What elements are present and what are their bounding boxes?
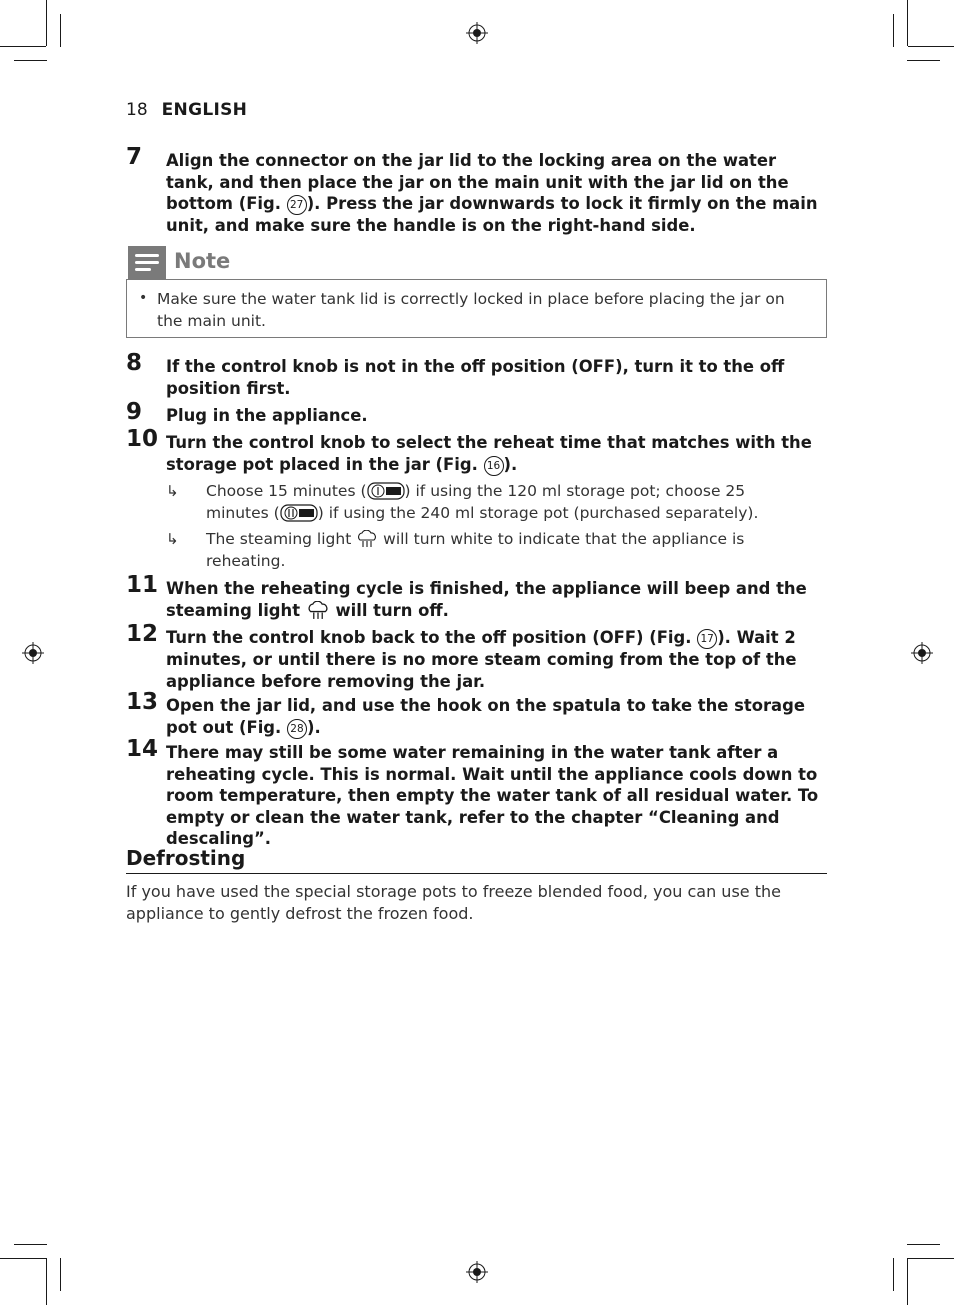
page-header — [126, 100, 247, 120]
result-text: The steaming light will turn white to indicate that the appliance is reheating. — [206, 530, 745, 570]
step-text: Open the jar lid, and use the hook on the spatula to take the storage pot out (Fig. 28 ). — [166, 696, 805, 737]
crop-mark — [14, 60, 47, 61]
section-divider — [126, 873, 827, 874]
note-lines-icon — [128, 246, 166, 279]
steam-cloud-icon — [306, 601, 330, 620]
crop-mark — [46, 1258, 47, 1305]
step-number: 14 — [126, 736, 159, 762]
result-arrow-icon: ↳ — [166, 530, 179, 548]
step-number: 12 — [126, 621, 159, 647]
crop-mark — [893, 14, 894, 47]
crop-mark — [907, 0, 908, 46]
crop-mark — [908, 46, 954, 47]
step-text: Plug in the appliance. — [166, 406, 368, 425]
step-text: Align the connector on the jar lid to the locking area on the water tank, and then place the jar on the main unit with the jar lid on the bottom (Fig. 27 ). Press the jar downwards to lock it firmly on the main unit, and make sure the handle is on the right-hand side. — [166, 151, 818, 235]
step-number: 9 — [126, 399, 143, 425]
note-header — [126, 246, 826, 279]
registration-mark-icon — [911, 642, 933, 664]
note-title: Note — [174, 249, 231, 273]
note-text: Make sure the water tank lid is correctly locked in place before placing the jar on the main unit. — [157, 290, 785, 330]
registration-mark-icon — [466, 1261, 488, 1283]
step-text: Turn the control knob back to the off position (OFF) (Fig. 17 ). Wait 2 minutes, or until there is no more steam coming from the top of the appliance before removing the jar. — [166, 628, 797, 691]
result-arrow-icon: ↳ — [166, 482, 179, 500]
crop-mark — [14, 1244, 47, 1245]
crop-mark — [60, 1258, 61, 1291]
crop-mark — [0, 1258, 46, 1259]
note-box — [126, 279, 827, 338]
figure-ref: 28 — [287, 719, 307, 739]
figure-ref: 17 — [697, 629, 717, 649]
step-number: 13 — [126, 689, 159, 715]
crop-mark — [60, 14, 61, 47]
section-title: Defrosting — [126, 846, 246, 870]
registration-mark-icon — [466, 22, 488, 44]
steam-cloud-icon — [356, 530, 378, 548]
step-text: There may still be some water remaining in the water tank after a reheating cycle. This is normal. Wait until the appliance cools down to room temperature, then empty the water tank of all residual water. To empty or clean the water tank, refer to the chapter “Cleaning and descaling”. — [166, 743, 819, 848]
crop-mark — [893, 1258, 894, 1291]
crop-mark — [907, 60, 940, 61]
language-label: ENGLISH — [161, 100, 248, 120]
step-number: 8 — [126, 350, 143, 376]
step-number: 10 — [126, 426, 159, 452]
step-text: Turn the control knob to select the reheat time that matches with the storage pot placed in the jar (Fig. 16 ). — [166, 433, 812, 474]
registration-mark-icon — [22, 642, 44, 664]
figure-ref: 16 — [484, 456, 504, 476]
timer-display-icon — [280, 504, 318, 522]
crop-mark — [907, 1244, 940, 1245]
step-number: 7 — [126, 144, 143, 170]
bullet: • — [139, 290, 148, 306]
step-text: When the reheating cycle is finished, the appliance will beep and the steaming light will turn off. — [166, 579, 807, 620]
step-number: 11 — [126, 572, 159, 598]
step-text: If the control knob is not in the off position (OFF), turn it to the off position first. — [166, 357, 785, 398]
timer-display-icon — [367, 482, 405, 500]
crop-mark — [908, 1258, 954, 1259]
section-body: If you have used the special storage pots to freeze blended food, you can use the appliance to gently defrost the frozen food. — [126, 882, 781, 923]
page-number: 18 — [126, 100, 148, 120]
crop-mark — [46, 0, 47, 46]
crop-mark — [907, 1258, 908, 1305]
crop-mark — [0, 46, 46, 47]
result-text: Choose 15 minutes ( ) if using the 120 ml storage pot; choose 25 minutes ( ) if using the 240 ml storage pot (purchased separately). — [206, 482, 759, 522]
figure-ref: 27 — [287, 195, 307, 215]
